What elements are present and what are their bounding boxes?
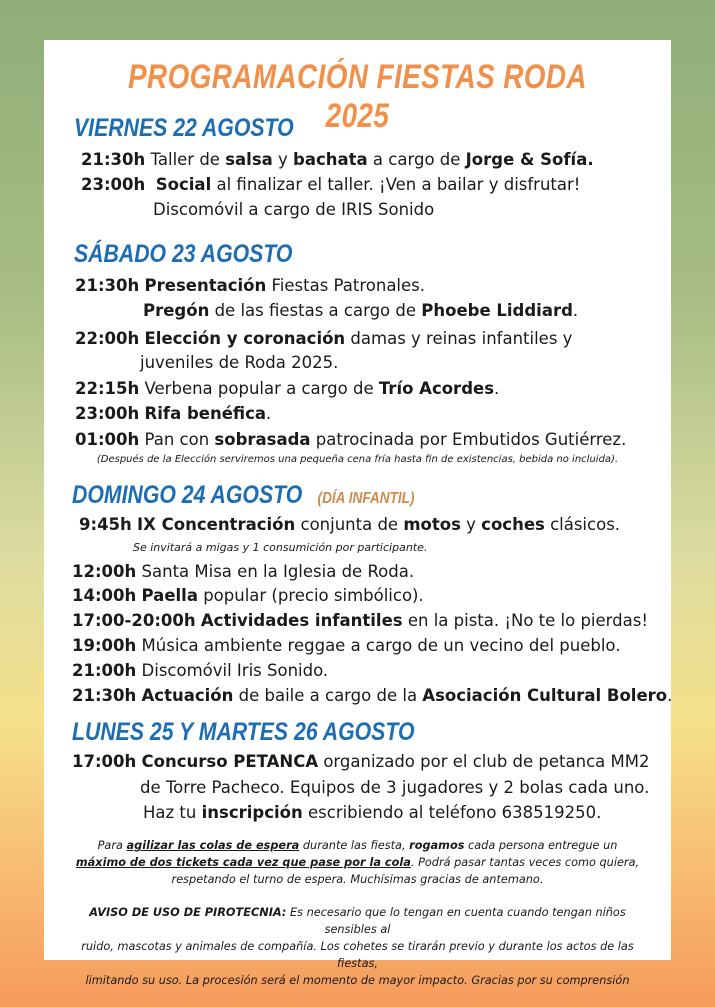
- heading-sunday: DOMINGO 24 AGOSTO (DÍA INFANTIL): [72, 481, 415, 509]
- monday-line-1: 17:00h Concurso PETANCA organizado por el club de petanca MM2: [72, 752, 650, 771]
- sunday-line-5: 19:00h Música ambiente reggae a cargo de un vecino del pueblo.: [72, 636, 621, 655]
- poster-card: [44, 40, 673, 987]
- saturday-line-3: 22:00h Elección y coronación damas y reinas infantiles y: [75, 329, 573, 348]
- saturday-line-2: Pregón de las fiestas a cargo de Phoebe Liddiard.: [143, 301, 579, 320]
- sunday-line-6: 21:00h Discomóvil Iris Sonido.: [72, 661, 329, 680]
- sunday-line-1: 9:45h IX Concentración conjunta de motos y coches clásicos.: [79, 515, 621, 534]
- sunday-line-3: 14:00h Paella popular (precio simbólico).: [72, 586, 424, 605]
- friday-line-2: 23:00h Social al finalizar el taller. ¡Ven a bailar y disfrutar!: [81, 175, 581, 194]
- saturday-line-7: 01:00h Pan con sobrasada patrocinada por Embutidos Gutiérrez.: [75, 430, 627, 449]
- monday-line-2: de Torre Pacheco. Equipos de 3 jugadores y 2 bolas cada uno.: [140, 778, 650, 797]
- saturday-line-5: 22:15h Verbena popular a cargo de Trío Acordes.: [75, 379, 500, 398]
- sunday-line-7: 21:30h Actuación de baile a cargo de la Asociación Cultural Bolero.: [72, 686, 673, 705]
- heading-saturday: SÁBADO 23 AGOSTO: [74, 240, 293, 268]
- sunday-note: Se invitará a migas y 1 consumición por participante.: [133, 541, 428, 554]
- sunday-tag: (DÍA INFANTIL): [317, 490, 415, 507]
- saturday-line-4: juveniles de Roda 2025.: [140, 353, 339, 372]
- queue-notice: Para agilizar las colas de espera durante las fiesta, rogamos cada persona entregue un máximo de dos tickets cada vez que pase por la cola. Podrá pasar tantas veces como quiera, respetando el turno de espera. Muchísimas gracias de antemano.: [75, 839, 640, 886]
- friday-line-1: 21:30h Taller de salsa y bachata a cargo de Jorge & Sofía.: [81, 150, 594, 169]
- saturday-note: (Después de la Elección serviremos una pequeña cena fría hasta fin de existencias, bebida no incluida).: [96, 454, 619, 465]
- friday-line-3: Discomóvil a cargo de IRIS Sonido: [153, 200, 435, 219]
- saturday-line-1: 21:30h Presentación Fiestas Patronales.: [75, 276, 426, 295]
- sunday-line-4: 17:00-20:00h Actividades infantiles en la pista. ¡No te lo pierdas!: [72, 611, 648, 630]
- sunday-line-2: 12:00h Santa Misa en la Iglesia de Roda.: [72, 562, 415, 581]
- fireworks-notice: AVISO DE USO DE PIROTECNIA: Es necesario que lo tengan en cuenta cuando tengan niños sensibles al ruido, mascotas y animales de compañía. Los cohetes se tirarán previo y durante los actos de las fiestas, limitando su uso. La procesión será el momento de mayor impacto. Gracias por su comprensión: [81, 906, 634, 987]
- page-title: PROGRAMACIÓN FIESTAS RODA 2025: [128, 58, 587, 135]
- heading-monday: LUNES 25 Y MARTES 26 AGOSTO: [72, 718, 415, 746]
- heading-friday: VIERNES 22 AGOSTO: [74, 114, 294, 142]
- saturday-line-6: 23:00h Rifa benéfica.: [75, 404, 272, 423]
- monday-line-3: Haz tu inscripción escribiendo al teléfono 638519250.: [143, 803, 602, 822]
